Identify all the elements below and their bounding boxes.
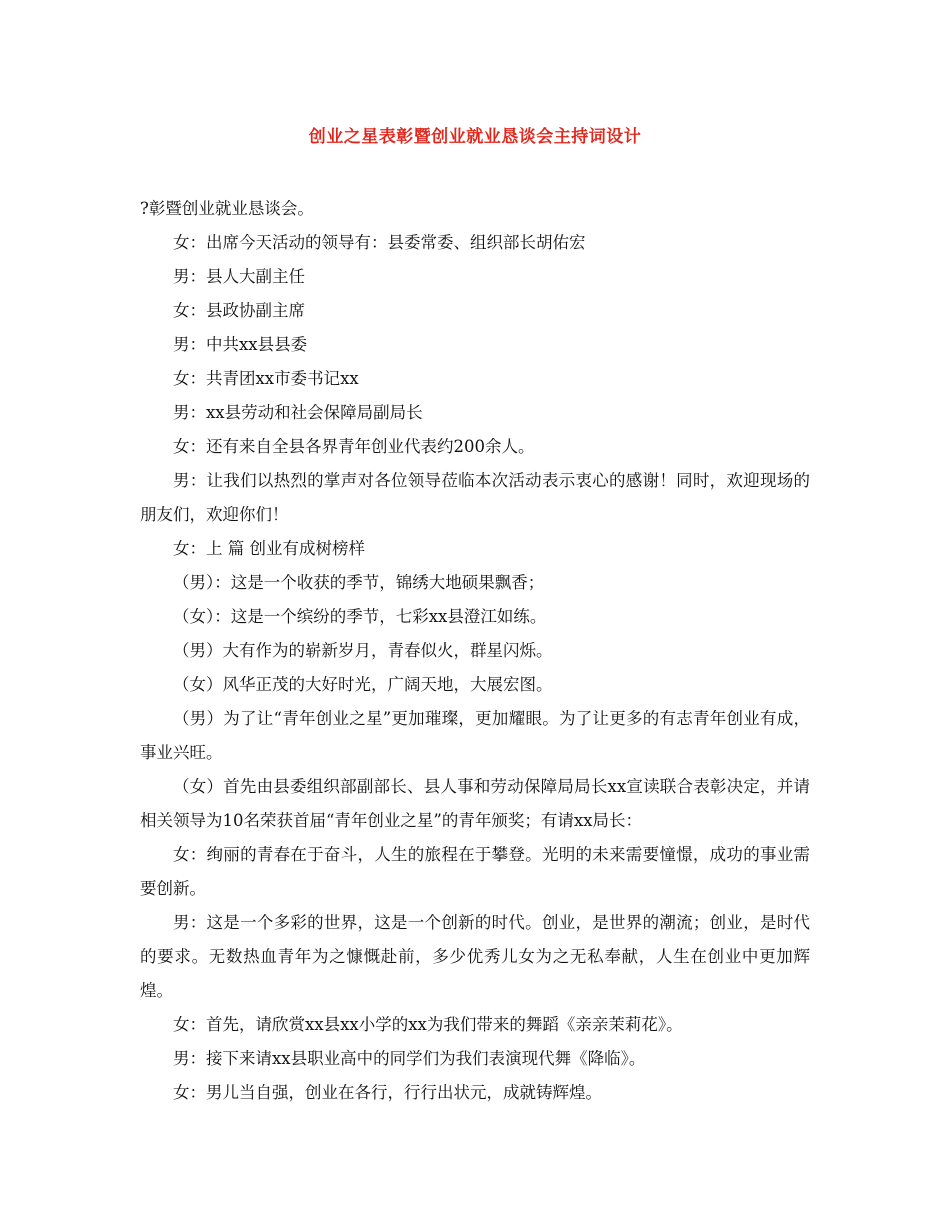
paragraph: （女）风华正茂的大好时光，广阔天地，大展宏图。 bbox=[173, 675, 553, 694]
paragraph: 女：男儿当自强，创业在各行，行行出状元，成就铸辉煌。 bbox=[173, 1083, 602, 1102]
paragraph: 女：还有来自全县各界青年创业代表约200余人。 bbox=[173, 437, 535, 456]
paragraph: 女：县政协副主席 bbox=[173, 301, 305, 320]
paragraph: 女：绚丽的青春在于奋斗，人生的旅程在于攀登。光明的未来需要憧憬，成功的事业需要创新。 bbox=[140, 845, 810, 898]
paragraph: （女）首先由县委组织部副部长、县人事和劳动保障局局长xx宣读联合表彰决定，并请相关领导为10名荣获首届“青年创业之星”的青年颁奖；有请xx局长： bbox=[140, 777, 810, 830]
paragraph: （男）为了让“青年创业之星”更加璀璨，更加耀眼。为了让更多的有志青年创业有成，事业兴旺。 bbox=[140, 709, 810, 762]
paragraph: （男）大有作为的崭新岁月，青春似火，群星闪烁。 bbox=[173, 641, 553, 660]
paragraph: 男：接下来请xx县职业高中的同学们为我们表演现代舞《降临》。 bbox=[173, 1049, 646, 1068]
paragraph: 女：共青团xx市委书记xx bbox=[173, 369, 359, 388]
paragraph: （男）：这是一个收获的季节，锦绣大地硕果飘香； bbox=[173, 573, 545, 592]
document-body bbox=[140, 192, 810, 1110]
paragraph: 女：出席今天活动的领导有：县委常委、组织部长胡佑宏 bbox=[173, 233, 586, 252]
paragraph: 男：xx县劳动和社会保障局副局长 bbox=[173, 403, 423, 422]
paragraph: 男：让我们以热烈的掌声对各位领导莅临本次活动表示衷心的感谢！同时，欢迎现场的朋友们，欢迎你们！ bbox=[140, 471, 810, 524]
paragraph: 男：这是一个多彩的世界，这是一个创新的时代。创业，是世界的潮流；创业，是时代的要求。无数热血青年为之慷慨赴前，多少优秀儿女为之无私奉献，人生在创业中更加辉煌。 bbox=[140, 913, 810, 1000]
paragraph: 男：中共xx县县委 bbox=[173, 335, 308, 354]
paragraph: 女：首先，请欣赏xx县xx小学的xx为我们带来的舞蹈《亲亲茉莉花》。 bbox=[173, 1015, 683, 1034]
paragraph: （女）：这是一个缤纷的季节，七彩xx县澄江如练。 bbox=[173, 607, 547, 626]
paragraph: ?彰暨创业就业恳谈会。 bbox=[140, 199, 314, 218]
paragraph: 女：上 篇 创业有成树榜样 bbox=[173, 539, 365, 558]
document-title: 创业之星表彰暨创业就业恳谈会主持词设计 bbox=[308, 127, 642, 147]
paragraph: 男：县人大副主任 bbox=[173, 267, 305, 286]
